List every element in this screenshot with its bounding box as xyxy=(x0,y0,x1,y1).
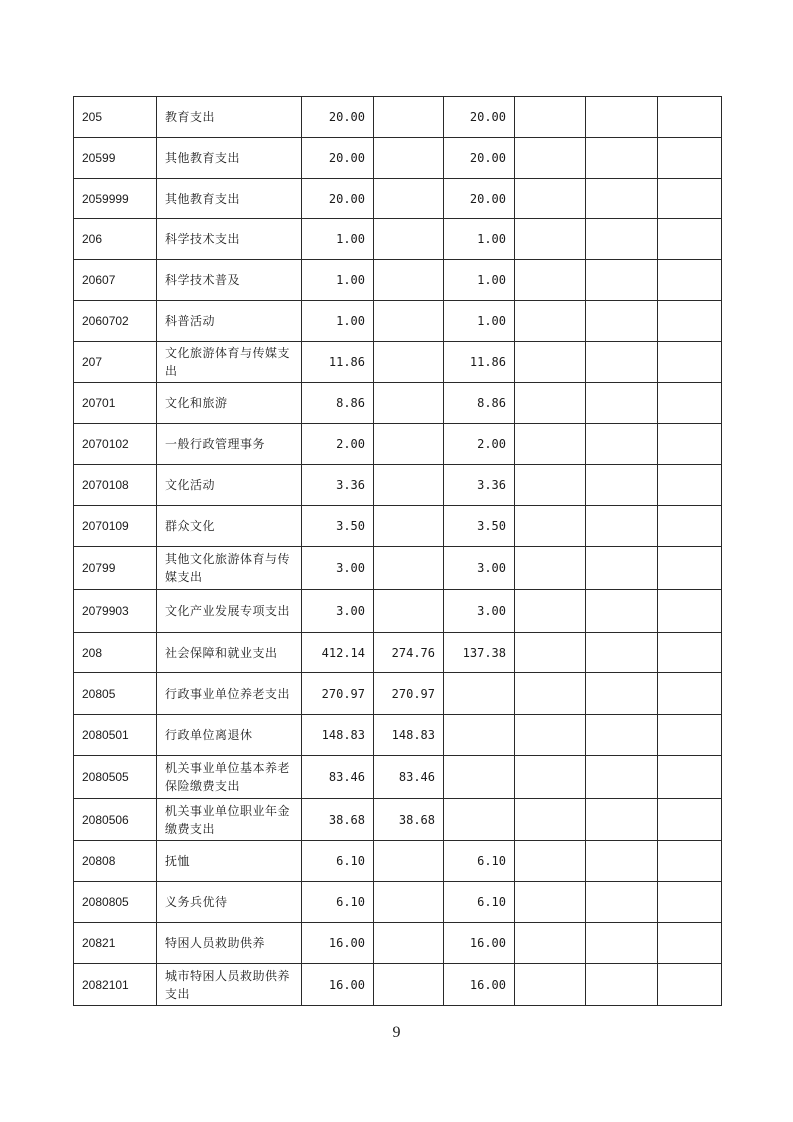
cell-total: 20.00 xyxy=(302,97,374,138)
cell-subject-name: 行政单位离退休 xyxy=(157,715,302,756)
cell-column-8 xyxy=(658,97,722,138)
cell-column-6 xyxy=(515,715,586,756)
table-row xyxy=(74,590,722,633)
cell-subject-name: 其他文化旅游体育与传媒支出 xyxy=(157,547,302,590)
cell-subject-code: 20799 xyxy=(74,547,157,590)
cell-basic-expenditure xyxy=(374,506,444,547)
table-row xyxy=(74,756,722,799)
cell-column-7 xyxy=(586,97,658,138)
cell-column-7 xyxy=(586,260,658,301)
cell-basic-expenditure: 270.97 xyxy=(374,673,444,715)
cell-column-6 xyxy=(515,97,586,138)
cell-basic-expenditure xyxy=(374,383,444,424)
cell-project-expenditure: 6.10 xyxy=(444,882,515,923)
cell-column-8 xyxy=(658,633,722,673)
cell-total: 16.00 xyxy=(302,923,374,964)
cell-subject-name: 科普活动 xyxy=(157,301,302,342)
table-row xyxy=(74,219,722,260)
cell-basic-expenditure xyxy=(374,590,444,633)
cell-column-7 xyxy=(586,633,658,673)
cell-project-expenditure: 16.00 xyxy=(444,964,515,1006)
cell-basic-expenditure xyxy=(374,301,444,342)
cell-subject-code: 2080505 xyxy=(74,756,157,799)
cell-subject-name: 义务兵优待 xyxy=(157,882,302,923)
cell-project-expenditure xyxy=(444,799,515,841)
cell-column-7 xyxy=(586,964,658,1006)
cell-column-7 xyxy=(586,342,658,383)
cell-subject-name: 特困人员救助供养 xyxy=(157,923,302,964)
cell-total: 3.00 xyxy=(302,590,374,633)
cell-subject-code: 2080805 xyxy=(74,882,157,923)
table-row xyxy=(74,260,722,301)
cell-subject-name: 教育支出 xyxy=(157,97,302,138)
budget-expenditure-table xyxy=(73,96,722,1006)
cell-column-8 xyxy=(658,756,722,799)
cell-column-6 xyxy=(515,179,586,219)
cell-subject-name: 文化和旅游 xyxy=(157,383,302,424)
cell-basic-expenditure xyxy=(374,964,444,1006)
cell-column-6 xyxy=(515,590,586,633)
cell-column-6 xyxy=(515,923,586,964)
cell-basic-expenditure xyxy=(374,219,444,260)
cell-column-8 xyxy=(658,465,722,506)
cell-basic-expenditure xyxy=(374,342,444,383)
cell-basic-expenditure xyxy=(374,260,444,301)
cell-column-8 xyxy=(658,715,722,756)
table-row xyxy=(74,138,722,179)
cell-subject-code: 20701 xyxy=(74,383,157,424)
cell-subject-name: 文化旅游体育与传媒支出 xyxy=(157,342,302,383)
cell-basic-expenditure: 148.83 xyxy=(374,715,444,756)
table-row xyxy=(74,342,722,383)
cell-basic-expenditure xyxy=(374,179,444,219)
cell-column-7 xyxy=(586,590,658,633)
cell-column-8 xyxy=(658,841,722,882)
cell-project-expenditure: 2.00 xyxy=(444,424,515,465)
cell-basic-expenditure xyxy=(374,97,444,138)
cell-column-8 xyxy=(658,179,722,219)
cell-column-7 xyxy=(586,841,658,882)
cell-subject-code: 206 xyxy=(74,219,157,260)
cell-subject-name: 机关事业单位基本养老保险缴费支出 xyxy=(157,756,302,799)
cell-total: 11.86 xyxy=(302,342,374,383)
cell-column-6 xyxy=(515,301,586,342)
cell-subject-code: 2059999 xyxy=(74,179,157,219)
cell-project-expenditure: 3.00 xyxy=(444,590,515,633)
cell-subject-name: 行政事业单位养老支出 xyxy=(157,673,302,715)
cell-project-expenditure: 1.00 xyxy=(444,301,515,342)
cell-project-expenditure: 8.86 xyxy=(444,383,515,424)
cell-total: 1.00 xyxy=(302,219,374,260)
cell-column-7 xyxy=(586,673,658,715)
cell-subject-name: 其他教育支出 xyxy=(157,179,302,219)
cell-project-expenditure: 6.10 xyxy=(444,841,515,882)
table-row xyxy=(74,715,722,756)
cell-project-expenditure: 20.00 xyxy=(444,179,515,219)
cell-column-8 xyxy=(658,799,722,841)
cell-column-7 xyxy=(586,301,658,342)
cell-subject-name: 科学技术普及 xyxy=(157,260,302,301)
cell-column-8 xyxy=(658,342,722,383)
table-row xyxy=(74,97,722,138)
cell-column-7 xyxy=(586,424,658,465)
cell-total: 6.10 xyxy=(302,841,374,882)
cell-column-6 xyxy=(515,506,586,547)
cell-subject-code: 2080501 xyxy=(74,715,157,756)
cell-basic-expenditure xyxy=(374,465,444,506)
cell-subject-code: 2082101 xyxy=(74,964,157,1006)
cell-basic-expenditure xyxy=(374,424,444,465)
cell-column-8 xyxy=(658,424,722,465)
cell-column-6 xyxy=(515,219,586,260)
cell-subject-code: 2070108 xyxy=(74,465,157,506)
cell-column-7 xyxy=(586,715,658,756)
table-row xyxy=(74,673,722,715)
cell-project-expenditure: 11.86 xyxy=(444,342,515,383)
cell-basic-expenditure xyxy=(374,547,444,590)
cell-total: 270.97 xyxy=(302,673,374,715)
cell-project-expenditure: 1.00 xyxy=(444,219,515,260)
cell-column-7 xyxy=(586,138,658,179)
cell-total: 148.83 xyxy=(302,715,374,756)
table-row xyxy=(74,547,722,590)
cell-column-7 xyxy=(586,465,658,506)
cell-total: 20.00 xyxy=(302,179,374,219)
cell-total: 16.00 xyxy=(302,964,374,1006)
cell-column-6 xyxy=(515,383,586,424)
cell-total: 3.36 xyxy=(302,465,374,506)
cell-project-expenditure: 3.50 xyxy=(444,506,515,547)
cell-subject-code: 20607 xyxy=(74,260,157,301)
cell-column-7 xyxy=(586,383,658,424)
cell-project-expenditure: 3.00 xyxy=(444,547,515,590)
cell-subject-name: 一般行政管理事务 xyxy=(157,424,302,465)
table-row xyxy=(74,633,722,673)
table-row xyxy=(74,799,722,841)
cell-total: 38.68 xyxy=(302,799,374,841)
cell-subject-code: 208 xyxy=(74,633,157,673)
cell-column-6 xyxy=(515,465,586,506)
table-body xyxy=(74,97,722,1006)
cell-basic-expenditure xyxy=(374,882,444,923)
table-row xyxy=(74,465,722,506)
cell-subject-code: 2079903 xyxy=(74,590,157,633)
table-row xyxy=(74,882,722,923)
table-row xyxy=(74,301,722,342)
cell-project-expenditure: 1.00 xyxy=(444,260,515,301)
table-row xyxy=(74,964,722,1006)
cell-basic-expenditure: 274.76 xyxy=(374,633,444,673)
cell-total: 20.00 xyxy=(302,138,374,179)
cell-total: 1.00 xyxy=(302,260,374,301)
cell-column-8 xyxy=(658,547,722,590)
cell-column-8 xyxy=(658,383,722,424)
cell-total: 3.00 xyxy=(302,547,374,590)
cell-total: 2.00 xyxy=(302,424,374,465)
cell-subject-code: 2060702 xyxy=(74,301,157,342)
cell-total: 3.50 xyxy=(302,506,374,547)
cell-subject-name: 科学技术支出 xyxy=(157,219,302,260)
cell-subject-code: 2070109 xyxy=(74,506,157,547)
cell-subject-name: 文化产业发展专项支出 xyxy=(157,590,302,633)
cell-total: 6.10 xyxy=(302,882,374,923)
cell-project-expenditure: 20.00 xyxy=(444,138,515,179)
cell-column-8 xyxy=(658,964,722,1006)
cell-column-6 xyxy=(515,799,586,841)
cell-subject-name: 机关事业单位职业年金缴费支出 xyxy=(157,799,302,841)
cell-subject-code: 2070102 xyxy=(74,424,157,465)
cell-column-8 xyxy=(658,138,722,179)
cell-column-7 xyxy=(586,219,658,260)
cell-subject-code: 2080506 xyxy=(74,799,157,841)
cell-column-7 xyxy=(586,799,658,841)
cell-column-8 xyxy=(658,882,722,923)
table-row xyxy=(74,424,722,465)
cell-subject-name: 群众文化 xyxy=(157,506,302,547)
cell-column-6 xyxy=(515,882,586,923)
cell-subject-code: 20805 xyxy=(74,673,157,715)
cell-project-expenditure: 16.00 xyxy=(444,923,515,964)
cell-subject-code: 20599 xyxy=(74,138,157,179)
cell-project-expenditure xyxy=(444,756,515,799)
cell-column-8 xyxy=(658,590,722,633)
cell-column-6 xyxy=(515,756,586,799)
cell-column-6 xyxy=(515,547,586,590)
cell-column-7 xyxy=(586,179,658,219)
cell-column-7 xyxy=(586,547,658,590)
cell-project-expenditure: 137.38 xyxy=(444,633,515,673)
cell-column-8 xyxy=(658,923,722,964)
cell-project-expenditure: 20.00 xyxy=(444,97,515,138)
cell-subject-name: 社会保障和就业支出 xyxy=(157,633,302,673)
cell-column-6 xyxy=(515,342,586,383)
cell-column-6 xyxy=(515,841,586,882)
table-row xyxy=(74,841,722,882)
cell-basic-expenditure: 83.46 xyxy=(374,756,444,799)
cell-column-6 xyxy=(515,673,586,715)
cell-basic-expenditure xyxy=(374,138,444,179)
page-number: 9 xyxy=(392,1024,401,1041)
cell-project-expenditure: 3.36 xyxy=(444,465,515,506)
cell-subject-code: 207 xyxy=(74,342,157,383)
cell-column-6 xyxy=(515,633,586,673)
cell-subject-name: 城市特困人员救助供养支出 xyxy=(157,964,302,1006)
cell-column-6 xyxy=(515,424,586,465)
cell-column-8 xyxy=(658,506,722,547)
cell-column-7 xyxy=(586,923,658,964)
table-row xyxy=(74,506,722,547)
cell-column-6 xyxy=(515,138,586,179)
cell-total: 83.46 xyxy=(302,756,374,799)
cell-column-7 xyxy=(586,506,658,547)
cell-column-6 xyxy=(515,964,586,1006)
cell-total: 1.00 xyxy=(302,301,374,342)
cell-column-7 xyxy=(586,882,658,923)
cell-total: 412.14 xyxy=(302,633,374,673)
cell-subject-code: 205 xyxy=(74,97,157,138)
cell-subject-name: 其他教育支出 xyxy=(157,138,302,179)
cell-total: 8.86 xyxy=(302,383,374,424)
cell-basic-expenditure xyxy=(374,923,444,964)
cell-basic-expenditure xyxy=(374,841,444,882)
cell-column-8 xyxy=(658,673,722,715)
cell-project-expenditure xyxy=(444,715,515,756)
cell-basic-expenditure: 38.68 xyxy=(374,799,444,841)
table-row xyxy=(74,383,722,424)
cell-column-7 xyxy=(586,756,658,799)
cell-subject-code: 20808 xyxy=(74,841,157,882)
table-row xyxy=(74,923,722,964)
cell-project-expenditure xyxy=(444,673,515,715)
cell-column-6 xyxy=(515,260,586,301)
cell-column-8 xyxy=(658,260,722,301)
cell-subject-name: 文化活动 xyxy=(157,465,302,506)
cell-subject-name: 抚恤 xyxy=(157,841,302,882)
cell-column-8 xyxy=(658,301,722,342)
table-row xyxy=(74,179,722,219)
cell-subject-code: 20821 xyxy=(74,923,157,964)
cell-column-8 xyxy=(658,219,722,260)
